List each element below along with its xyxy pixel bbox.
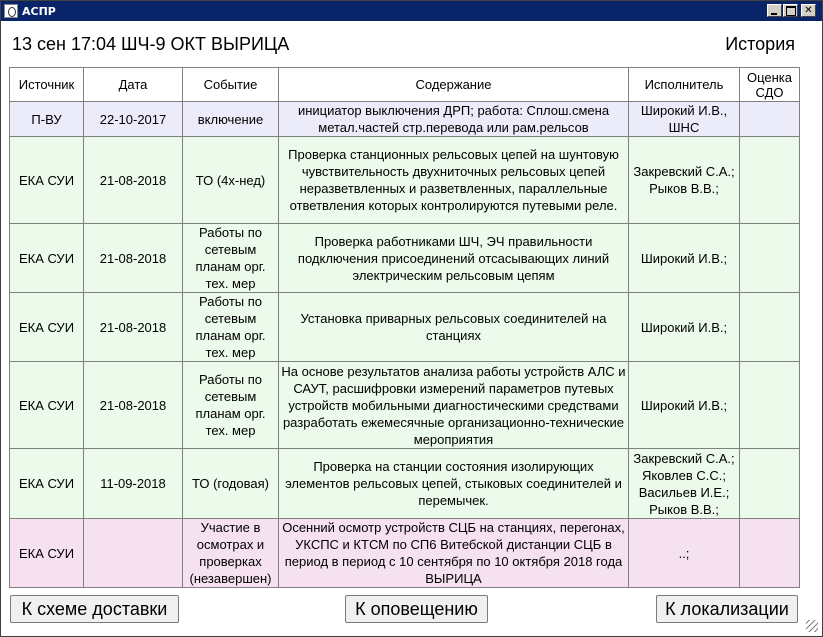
cell-source: ЕКА СУИ <box>10 449 84 519</box>
cell-event: Работы по сетевым планам орг. тех. мер <box>183 224 279 293</box>
table-row[interactable] <box>10 362 800 449</box>
cell-executor: Широкий И.В.; <box>629 293 740 362</box>
maximize-button[interactable] <box>783 4 798 17</box>
cell-executor: Широкий И.В.; <box>629 362 740 449</box>
column-header-source[interactable]: Источник <box>10 68 84 102</box>
table-row[interactable] <box>10 224 800 293</box>
cell-date: 21-08-2018 <box>84 224 183 293</box>
cell-rating <box>740 293 800 362</box>
cell-event: Работы по сетевым планам орг. тех. мер <box>183 293 279 362</box>
table-row[interactable] <box>10 293 800 362</box>
cell-executor: Закревский С.А.; Яковлев С.С.; Васильев И.Е.; Рыков В.В.; <box>629 449 740 519</box>
to-delivery-scheme-button[interactable]: К схеме доставки <box>10 595 179 623</box>
cell-content: Установка приварных рельсовых соединителей на станциях <box>279 293 629 362</box>
cell-content: Проверка станционных рельсовых цепей на шунтовую чувствительность двухниточных рельсовых цепей неразветвленных и разветвленных, параллельные ответвления которых контролируются путевыми реле. <box>279 137 629 224</box>
cell-rating <box>740 224 800 293</box>
table-row[interactable] <box>10 137 800 224</box>
events-table <box>9 67 800 588</box>
cell-source: П-ВУ <box>10 102 84 137</box>
cell-rating <box>740 519 800 588</box>
cell-executor: Закревский С.А.; Рыков В.В.; <box>629 137 740 224</box>
cell-event: ТО (годовая) <box>183 449 279 519</box>
close-button[interactable]: ✕ <box>801 4 816 17</box>
page-title: 13 сен 17:04 ШЧ-9 ОКТ ВЫРИЦА <box>12 34 290 54</box>
cell-date: 21-08-2018 <box>84 293 183 362</box>
cell-rating <box>740 362 800 449</box>
cell-rating <box>740 449 800 519</box>
cell-event: включение <box>183 102 279 137</box>
cell-source: ЕКА СУИ <box>10 519 84 588</box>
cell-content: На основе результатов анализа работы устройств АЛС и САУТ, расшифровки измерений параметров путевых устройств мобильными диагностическими средствами разработать ежемесячные организационно-технические мероприятия <box>279 362 629 449</box>
cell-content: Проверка работниками ШЧ, ЭЧ правильности подключения присоединений отсасывающих линий электрическим рельсовым цепям <box>279 224 629 293</box>
minimize-button[interactable] <box>767 4 782 17</box>
cell-date: 22-10-2017 <box>84 102 183 137</box>
cell-date: 11-09-2018 <box>84 449 183 519</box>
window-title: АСПР <box>22 5 56 18</box>
cell-executor: ..; <box>629 519 740 588</box>
cell-date <box>84 519 183 588</box>
cell-executor: Широкий И.В.; <box>629 224 740 293</box>
cell-source: ЕКА СУИ <box>10 293 84 362</box>
cell-content: Проверка на станции состояния изолирующих элементов рельсовых цепей, стыковых соединителей и перемычек. <box>279 449 629 519</box>
column-header-event[interactable]: Событие <box>183 68 279 102</box>
history-label: История <box>725 34 795 54</box>
cell-executor: Широкий И.В., ШНС <box>629 102 740 137</box>
table-row[interactable] <box>10 519 800 588</box>
table-row[interactable] <box>10 449 800 519</box>
cell-event: ТО (4х-нед) <box>183 137 279 224</box>
cell-event: Работы по сетевым планам орг. тех. мер <box>183 362 279 449</box>
cell-event: Участие в осмотрах и проверках (незавершен) <box>183 519 279 588</box>
column-header-executor[interactable]: Исполнитель <box>629 68 740 102</box>
cell-source: ЕКА СУИ <box>10 362 84 449</box>
resize-grip-icon[interactable] <box>806 620 818 632</box>
to-localization-button[interactable]: К локализации <box>656 595 798 623</box>
cell-rating <box>740 102 800 137</box>
cell-source: ЕКА СУИ <box>10 137 84 224</box>
column-header-content[interactable]: Содержание <box>279 68 629 102</box>
cell-content: инициатор выключения ДРП; работа: Сплош.смена метал.частей стр.перевода или рам.рельсов <box>279 102 629 137</box>
column-header-date[interactable]: Дата <box>84 68 183 102</box>
cell-content: Осенний осмотр устройств СЦБ на станциях, перегонах, УКСПС и КТСМ по СП6 Витебской дистанции СЦБ в период в период с 10 сентября по 10 октября 2018 года ВЫРИЦА <box>279 519 629 588</box>
cell-source: ЕКА СУИ <box>10 224 84 293</box>
title-bar[interactable] <box>1 1 822 21</box>
table-row[interactable] <box>10 102 800 137</box>
table-header-row <box>10 68 800 102</box>
cell-date: 21-08-2018 <box>84 137 183 224</box>
to-notification-button[interactable]: К оповещению <box>345 595 488 623</box>
app-icon[interactable] <box>4 4 18 18</box>
cell-rating <box>740 137 800 224</box>
column-header-rating[interactable]: Оценка СДО <box>740 68 800 102</box>
cell-date: 21-08-2018 <box>84 362 183 449</box>
